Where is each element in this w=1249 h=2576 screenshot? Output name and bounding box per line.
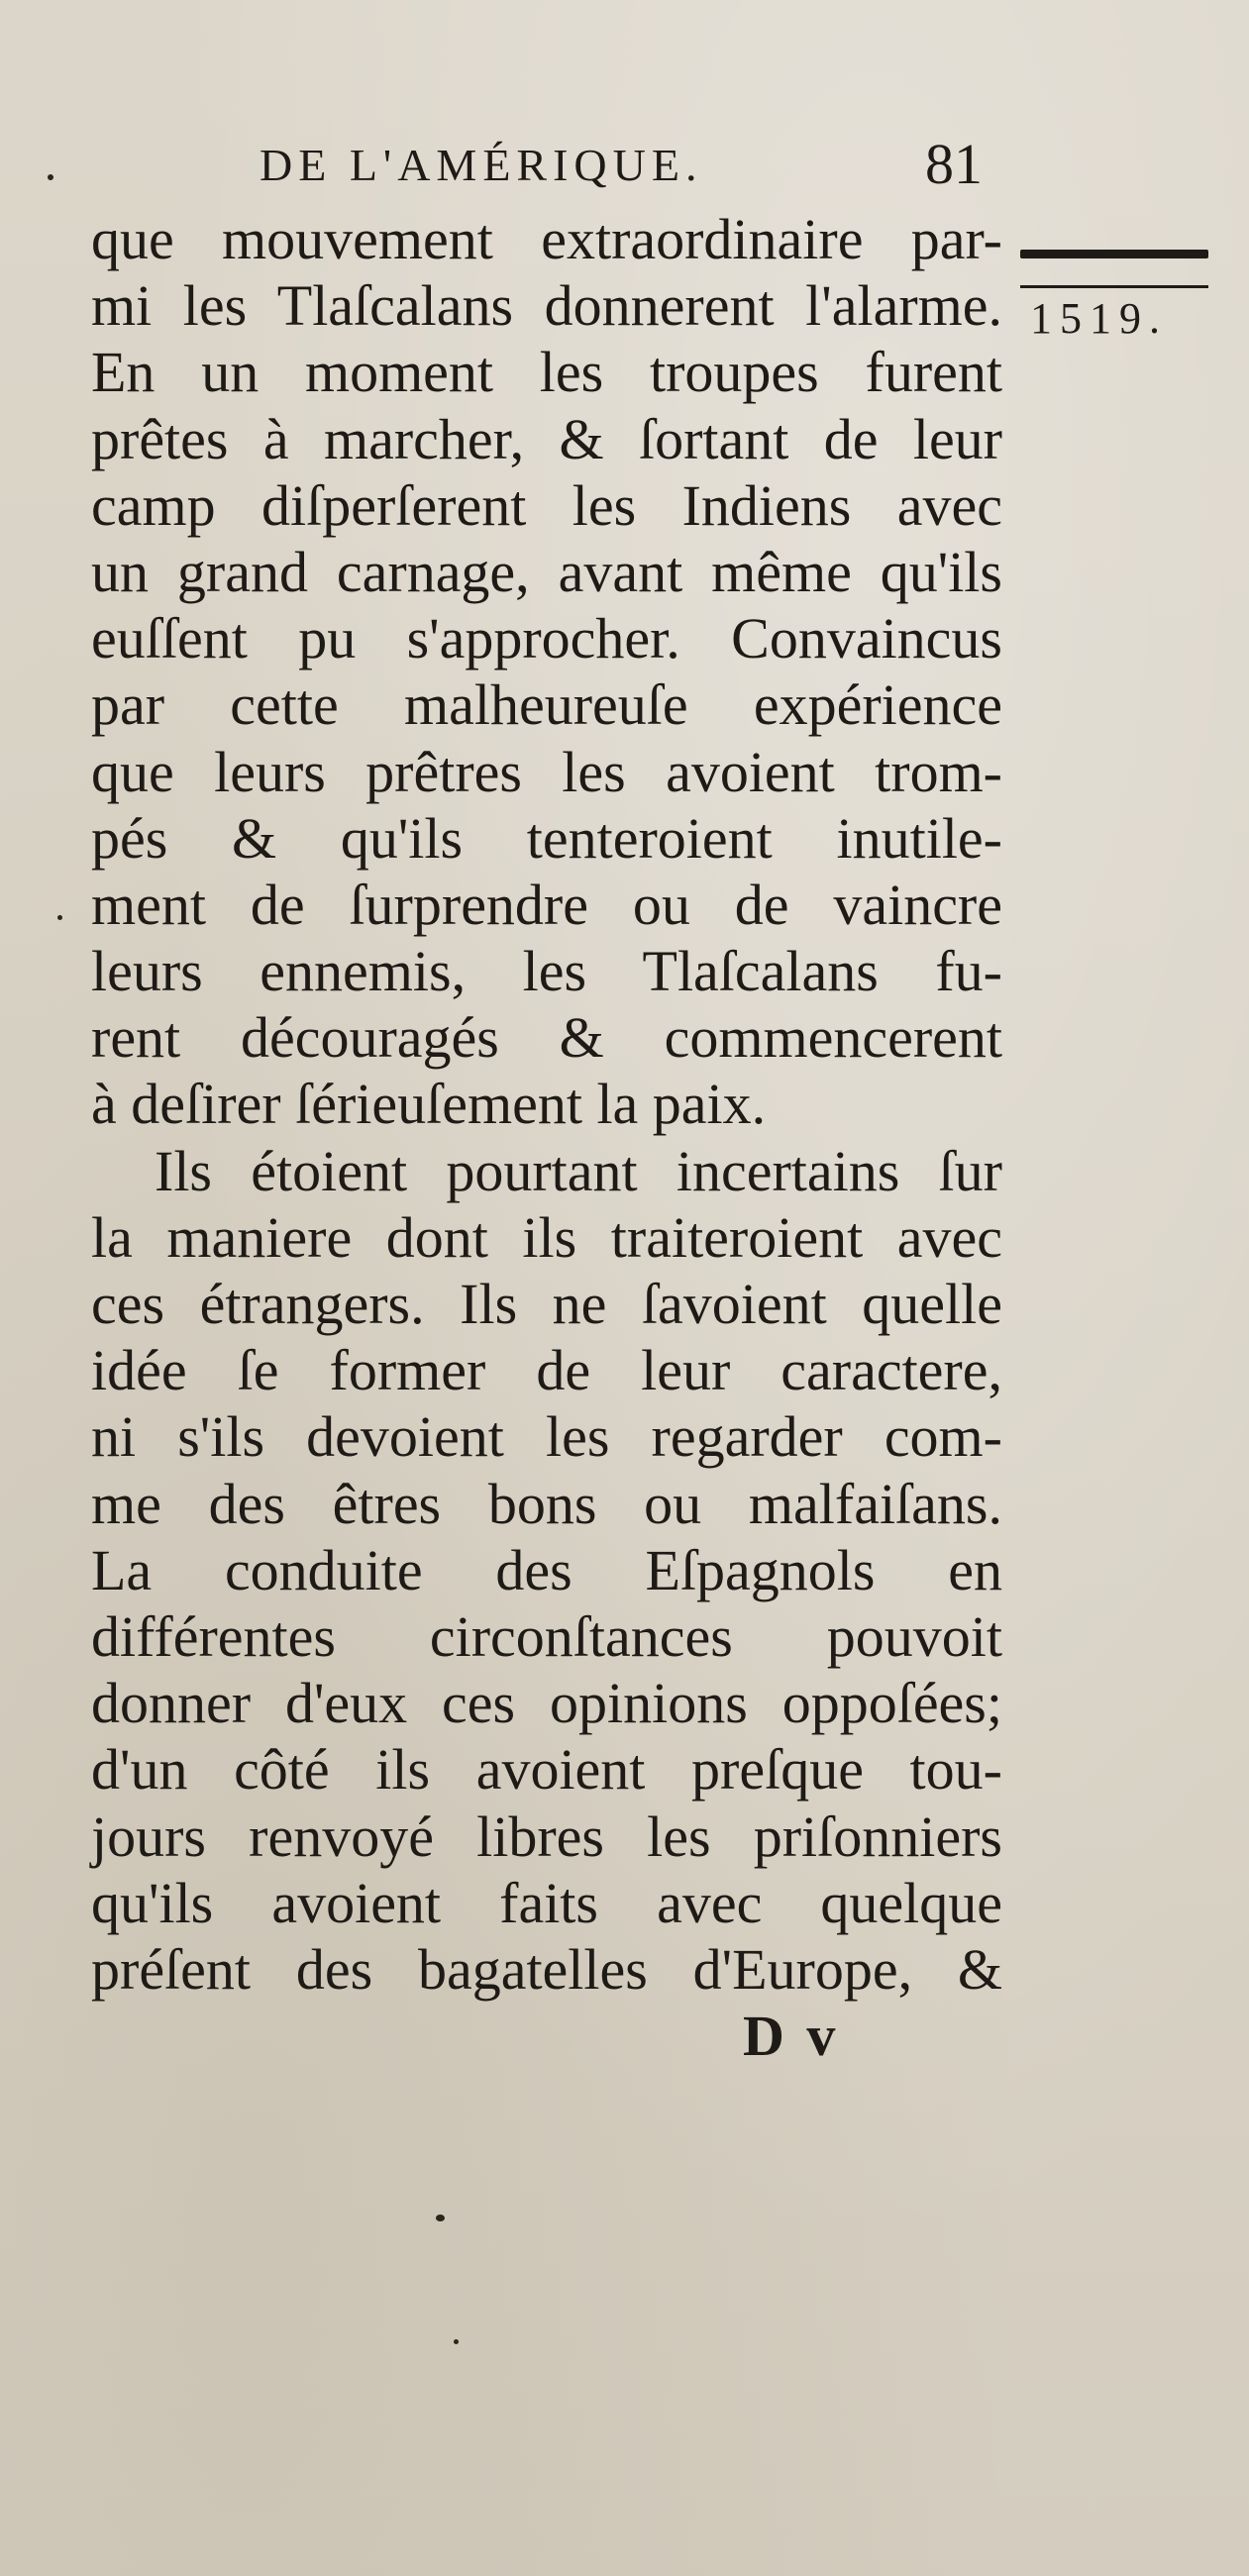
text-line: leurs ennemis, les Tlaſcalans fu-: [91, 939, 1002, 1004]
text-line: par cette malheureuſe expérience: [91, 672, 1002, 738]
margin-rule-thin: [1020, 285, 1208, 288]
signature-mark: D v: [743, 2004, 840, 2068]
text-line: qu'ils avoient faits avec quelque: [91, 1870, 1002, 1935]
page-number: 81: [925, 132, 983, 196]
text-line: ment de ſurprendre ou de vaincre: [91, 872, 1002, 937]
text-line: préſent des bagatelles d'Europe, &: [91, 1936, 1002, 2002]
text-line: que leurs prêtres les avoient trom-: [91, 739, 1002, 804]
text-line: un grand carnage, avant même qu'ils: [91, 539, 1002, 604]
text-line: mi les Tlaſcalans donnerent l'alarme.: [91, 273, 1002, 339]
text-line: que mouvement extraordinaire par-: [91, 207, 1002, 271]
running-head: DE L'AMÉRIQUE.: [260, 140, 703, 190]
paper-speck: [57, 915, 62, 920]
paper-speck: [454, 2339, 459, 2344]
margin-year: 1519.: [1030, 294, 1168, 343]
text-line: camp diſperſerent les Indiens avec: [91, 472, 1002, 538]
text-line: euſſent pu s'approcher. Convaincus: [91, 606, 1002, 671]
text-line: jours renvoyé libres les priſonniers: [91, 1803, 1002, 1869]
text-line: La conduite des Eſpagnols en: [91, 1537, 1002, 1602]
text-line: ni s'ils devoient les regarder com-: [91, 1404, 1002, 1470]
text-line: prêtes à marcher, & ſortant de leur: [91, 406, 1002, 471]
margin-rule-thick: [1020, 250, 1208, 258]
text-line: d'un côté ils avoient preſque tou-: [91, 1737, 1002, 1803]
paragraph-start-line: Ils étoient pourtant incertains ſur: [155, 1138, 1002, 1203]
body-text: [91, 206, 1002, 2003]
text-line: En un moment les troupes furent: [91, 340, 1002, 405]
text-line: la maniere dont ils traiteroient avec: [91, 1204, 1002, 1270]
paper-speck: [48, 174, 53, 180]
text-line: ces étrangers. Ils ne ſavoient quelle: [91, 1272, 1002, 1336]
paper-speck: [436, 2215, 445, 2221]
text-line: idée ſe former de leur caractere,: [91, 1338, 1002, 1403]
text-line: rent découragés & commencerent: [91, 1005, 1002, 1071]
text-line: me des êtres bons ou malfaiſans.: [91, 1471, 1002, 1536]
text-line: donner d'eux ces opinions oppoſées;: [91, 1671, 1002, 1736]
text-line: différentes circonſtances pouvoit: [91, 1603, 1002, 1669]
paragraph-end-line: à deſirer ſérieuſement la paix.: [91, 1072, 767, 1137]
text-line: pés & qu'ils tenteroient inutile-: [91, 805, 1002, 871]
